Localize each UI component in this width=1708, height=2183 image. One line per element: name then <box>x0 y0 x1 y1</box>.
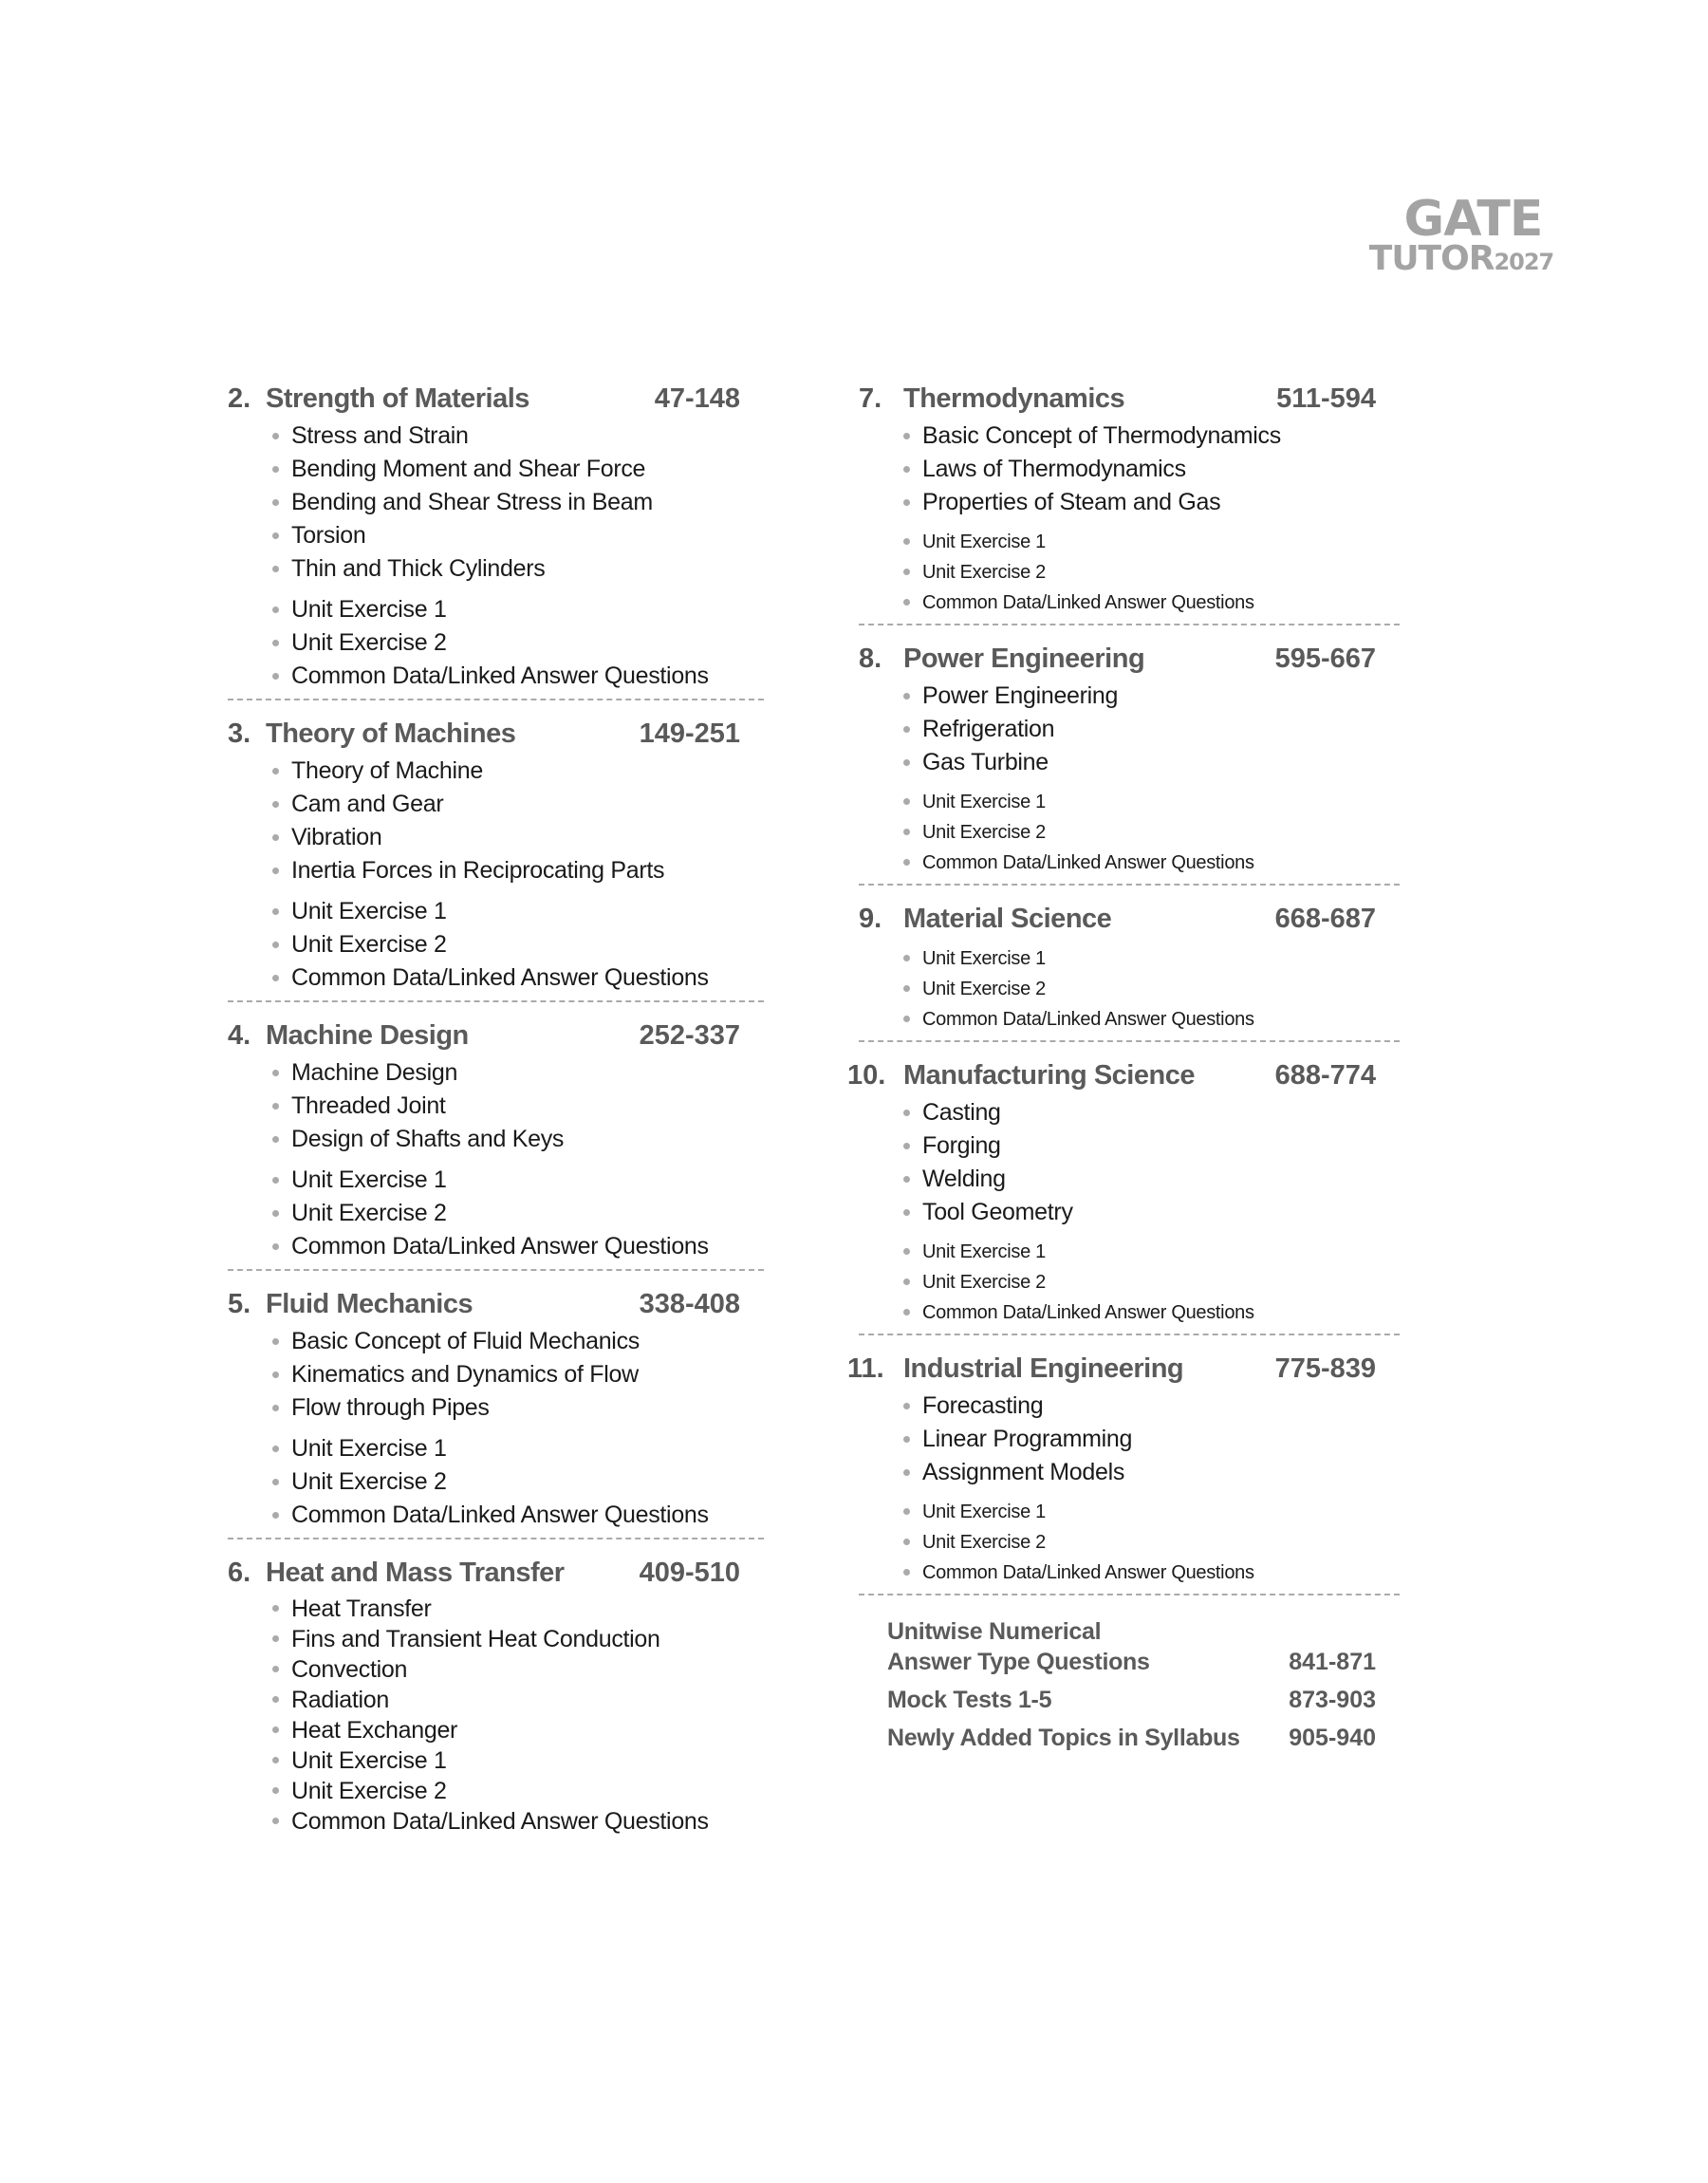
exercise-item: Common Data/Linked Answer Questions <box>270 961 764 995</box>
exercise-item: Unit Exercise 1 <box>901 1497 1400 1527</box>
section-heading[interactable] <box>228 1285 764 1323</box>
topic-list <box>228 420 764 586</box>
extra-entry-label: Unitwise Numerical <box>887 1618 1102 1645</box>
exercise-item: Common Data/Linked Answer Questions <box>270 1806 764 1837</box>
topic-list <box>859 680 1400 779</box>
exercise-item: Unit Exercise 2 <box>901 1527 1400 1558</box>
topic-item: Properties of Steam and Gas <box>901 486 1400 519</box>
section-number: 6. <box>228 1558 251 1588</box>
section-number: 5. <box>228 1289 251 1319</box>
exercise-item: Unit Exercise 1 <box>270 1745 764 1776</box>
exercise-item: Unit Exercise 2 <box>270 626 764 660</box>
exercise-item: Common Data/Linked Answer Questions <box>270 1230 764 1263</box>
topic-item: Bending and Shear Stress in Beam <box>270 486 764 519</box>
section-number: 7. <box>859 383 882 414</box>
exercise-list <box>859 943 1400 1035</box>
topic-item: Forecasting <box>901 1390 1400 1423</box>
topic-item: Fins and Transient Heat Conduction <box>270 1624 764 1654</box>
topic-item: Inertia Forces in Reciprocating Parts <box>270 854 764 887</box>
section-title: Theory of Machines <box>266 718 516 749</box>
toc-left-column <box>228 380 764 1864</box>
section-heading[interactable] <box>228 380 764 418</box>
topic-item: Welding <box>901 1163 1400 1196</box>
exercise-item: Unit Exercise 2 <box>270 1197 764 1230</box>
extra-entry-page-range: 873-903 <box>1289 1687 1376 1713</box>
toc-section-machine-design <box>228 1017 764 1271</box>
section-number: 11. <box>847 1353 884 1384</box>
section-number: 2. <box>228 383 251 414</box>
topic-item: Bending Moment and Shear Force <box>270 453 764 486</box>
extra-entry-label: Newly Added Topics in Syllabus <box>887 1725 1240 1751</box>
toc-right-column <box>847 380 1400 1761</box>
topic-item: Basic Concept of Thermodynamics <box>901 420 1400 453</box>
section-title: Strength of Materials <box>266 383 529 414</box>
section-number: 8. <box>859 644 882 674</box>
extra-entry-numerical-answer[interactable] <box>887 1616 1395 1677</box>
topic-item: Machine Design <box>270 1056 764 1090</box>
topic-item: Power Engineering <box>901 680 1400 713</box>
section-heading[interactable] <box>859 380 1400 418</box>
section-page-range: 688-774 <box>1274 1060 1376 1091</box>
topic-item: Vibration <box>270 821 764 854</box>
section-title: Manufacturing Science <box>903 1060 1195 1091</box>
section-page-range: 338-408 <box>639 1289 740 1319</box>
section-heading[interactable] <box>228 1554 764 1592</box>
exercise-item: Unit Exercise 1 <box>901 943 1400 974</box>
exercise-item: Common Data/Linked Answer Questions <box>901 848 1400 878</box>
gate-tutor-logo <box>1347 191 1575 285</box>
extra-entry-newly-added-topics[interactable] <box>887 1723 1395 1753</box>
exercise-item: Unit Exercise 1 <box>901 527 1400 557</box>
topic-item: Design of Shafts and Keys <box>270 1123 764 1156</box>
section-title: Fluid Mechanics <box>266 1289 473 1319</box>
topic-item: Linear Programming <box>901 1423 1400 1456</box>
exercise-item: Unit Exercise 2 <box>270 928 764 961</box>
topic-item: Basic Concept of Fluid Mechanics <box>270 1325 764 1358</box>
logo-year-text: 2027 <box>1494 249 1554 275</box>
section-heading[interactable] <box>859 900 1400 938</box>
exercise-item: Unit Exercise 2 <box>901 557 1400 588</box>
exercise-list <box>859 1237 1400 1328</box>
topic-item: Casting <box>901 1096 1400 1129</box>
section-page-range: 47-148 <box>654 383 740 414</box>
exercise-item: Common Data/Linked Answer Questions <box>901 1297 1400 1328</box>
topic-item: Heat Transfer <box>270 1594 764 1624</box>
exercise-list <box>228 895 764 995</box>
exercise-list <box>859 527 1400 618</box>
exercise-item: Common Data/Linked Answer Questions <box>901 1558 1400 1588</box>
logo-gate-text: GATE <box>1403 191 1543 248</box>
section-number: 10. <box>847 1060 886 1091</box>
section-title: Machine Design <box>266 1020 469 1051</box>
section-page-range: 149-251 <box>639 718 740 749</box>
exercise-item: Unit Exercise 2 <box>270 1465 764 1499</box>
section-page-range: 252-337 <box>639 1020 740 1051</box>
topic-item: Torsion <box>270 519 764 552</box>
section-number: 4. <box>228 1020 251 1051</box>
topic-item: Gas Turbine <box>901 746 1400 779</box>
extra-entry-label: Answer Type Questions <box>887 1649 1150 1675</box>
topic-item: Cam and Gear <box>270 788 764 821</box>
topic-list <box>228 1325 764 1425</box>
section-title: Material Science <box>903 904 1112 934</box>
section-heading[interactable] <box>847 1350 1400 1388</box>
section-page-range: 668-687 <box>1274 904 1376 934</box>
exercise-item: Unit Exercise 1 <box>270 895 764 928</box>
section-number: 9. <box>859 904 882 934</box>
exercise-item: Unit Exercise 2 <box>901 974 1400 1004</box>
logo-tutor-text: TUTOR <box>1368 239 1494 278</box>
topic-list <box>859 1096 1400 1229</box>
topic-item: Convection <box>270 1654 764 1685</box>
extra-entry-page-range: 841-871 <box>1289 1649 1376 1675</box>
extra-entry-page-range: 905-940 <box>1289 1725 1376 1751</box>
section-title: Power Engineering <box>903 644 1145 674</box>
toc-section-theory-of-machines <box>228 715 764 1002</box>
toc-section-manufacturing-science <box>847 1056 1400 1335</box>
topic-item: Theory of Machine <box>270 755 764 788</box>
topic-item: Thin and Thick Cylinders <box>270 552 764 586</box>
section-page-range: 775-839 <box>1274 1353 1376 1384</box>
exercise-item: Unit Exercise 2 <box>901 1267 1400 1297</box>
topic-item: Radiation <box>270 1685 764 1715</box>
toc-section-strength-of-materials <box>228 380 764 700</box>
topic-item: Laws of Thermodynamics <box>901 453 1400 486</box>
extra-entry-mock-tests[interactable] <box>887 1685 1395 1715</box>
topic-item: Assignment Models <box>901 1456 1400 1489</box>
exercise-list <box>859 1497 1400 1588</box>
exercise-item: Common Data/Linked Answer Questions <box>901 1004 1400 1035</box>
exercise-item: Unit Exercise 2 <box>901 817 1400 848</box>
exercise-item: Unit Exercise 1 <box>901 1237 1400 1267</box>
toc-section-material-science <box>859 900 1400 1042</box>
section-heading[interactable] <box>847 1056 1400 1094</box>
exercise-item: Common Data/Linked Answer Questions <box>270 660 764 693</box>
section-title: Thermodynamics <box>903 383 1125 414</box>
exercise-list <box>228 1432 764 1532</box>
section-heading[interactable] <box>859 640 1400 678</box>
topic-list <box>228 1594 764 1837</box>
topic-list <box>859 1390 1400 1489</box>
exercise-item: Unit Exercise 1 <box>270 1432 764 1465</box>
exercise-item: Common Data/Linked Answer Questions <box>901 588 1400 618</box>
exercise-list <box>859 787 1400 878</box>
exercise-item: Common Data/Linked Answer Questions <box>270 1499 764 1532</box>
topic-item: Stress and Strain <box>270 420 764 453</box>
exercise-item: Unit Exercise 2 <box>270 1776 764 1806</box>
toc-section-heat-and-mass-transfer <box>228 1554 764 1850</box>
toc-section-thermodynamics <box>859 380 1400 625</box>
toc-section-industrial-engineering <box>847 1350 1400 1595</box>
exercise-item: Unit Exercise 1 <box>270 1164 764 1197</box>
topic-list <box>228 1056 764 1156</box>
toc-section-fluid-mechanics <box>228 1285 764 1539</box>
topic-item: Threaded Joint <box>270 1090 764 1123</box>
extra-entry-label: Mock Tests 1-5 <box>887 1687 1052 1713</box>
section-heading[interactable] <box>228 1017 764 1054</box>
additional-content-list <box>859 1616 1400 1753</box>
topic-item: Kinematics and Dynamics of Flow <box>270 1358 764 1391</box>
exercise-list <box>228 593 764 693</box>
section-page-range: 595-667 <box>1274 644 1376 674</box>
topic-list <box>228 755 764 887</box>
exercise-item: Unit Exercise 1 <box>901 787 1400 817</box>
topic-item: Heat Exchanger <box>270 1715 764 1745</box>
toc-section-power-engineering <box>859 640 1400 886</box>
exercise-item: Unit Exercise 1 <box>270 593 764 626</box>
topic-item: Flow through Pipes <box>270 1391 764 1425</box>
topic-item: Forging <box>901 1129 1400 1163</box>
section-title: Industrial Engineering <box>903 1353 1184 1384</box>
section-title: Heat and Mass Transfer <box>266 1558 565 1588</box>
section-heading[interactable] <box>228 715 764 753</box>
exercise-list <box>228 1164 764 1263</box>
section-page-range: 511-594 <box>1276 383 1376 414</box>
section-number: 3. <box>228 718 251 749</box>
topic-item: Tool Geometry <box>901 1196 1400 1229</box>
section-page-range: 409-510 <box>639 1558 740 1588</box>
topic-item: Refrigeration <box>901 713 1400 746</box>
topic-list <box>859 420 1400 519</box>
